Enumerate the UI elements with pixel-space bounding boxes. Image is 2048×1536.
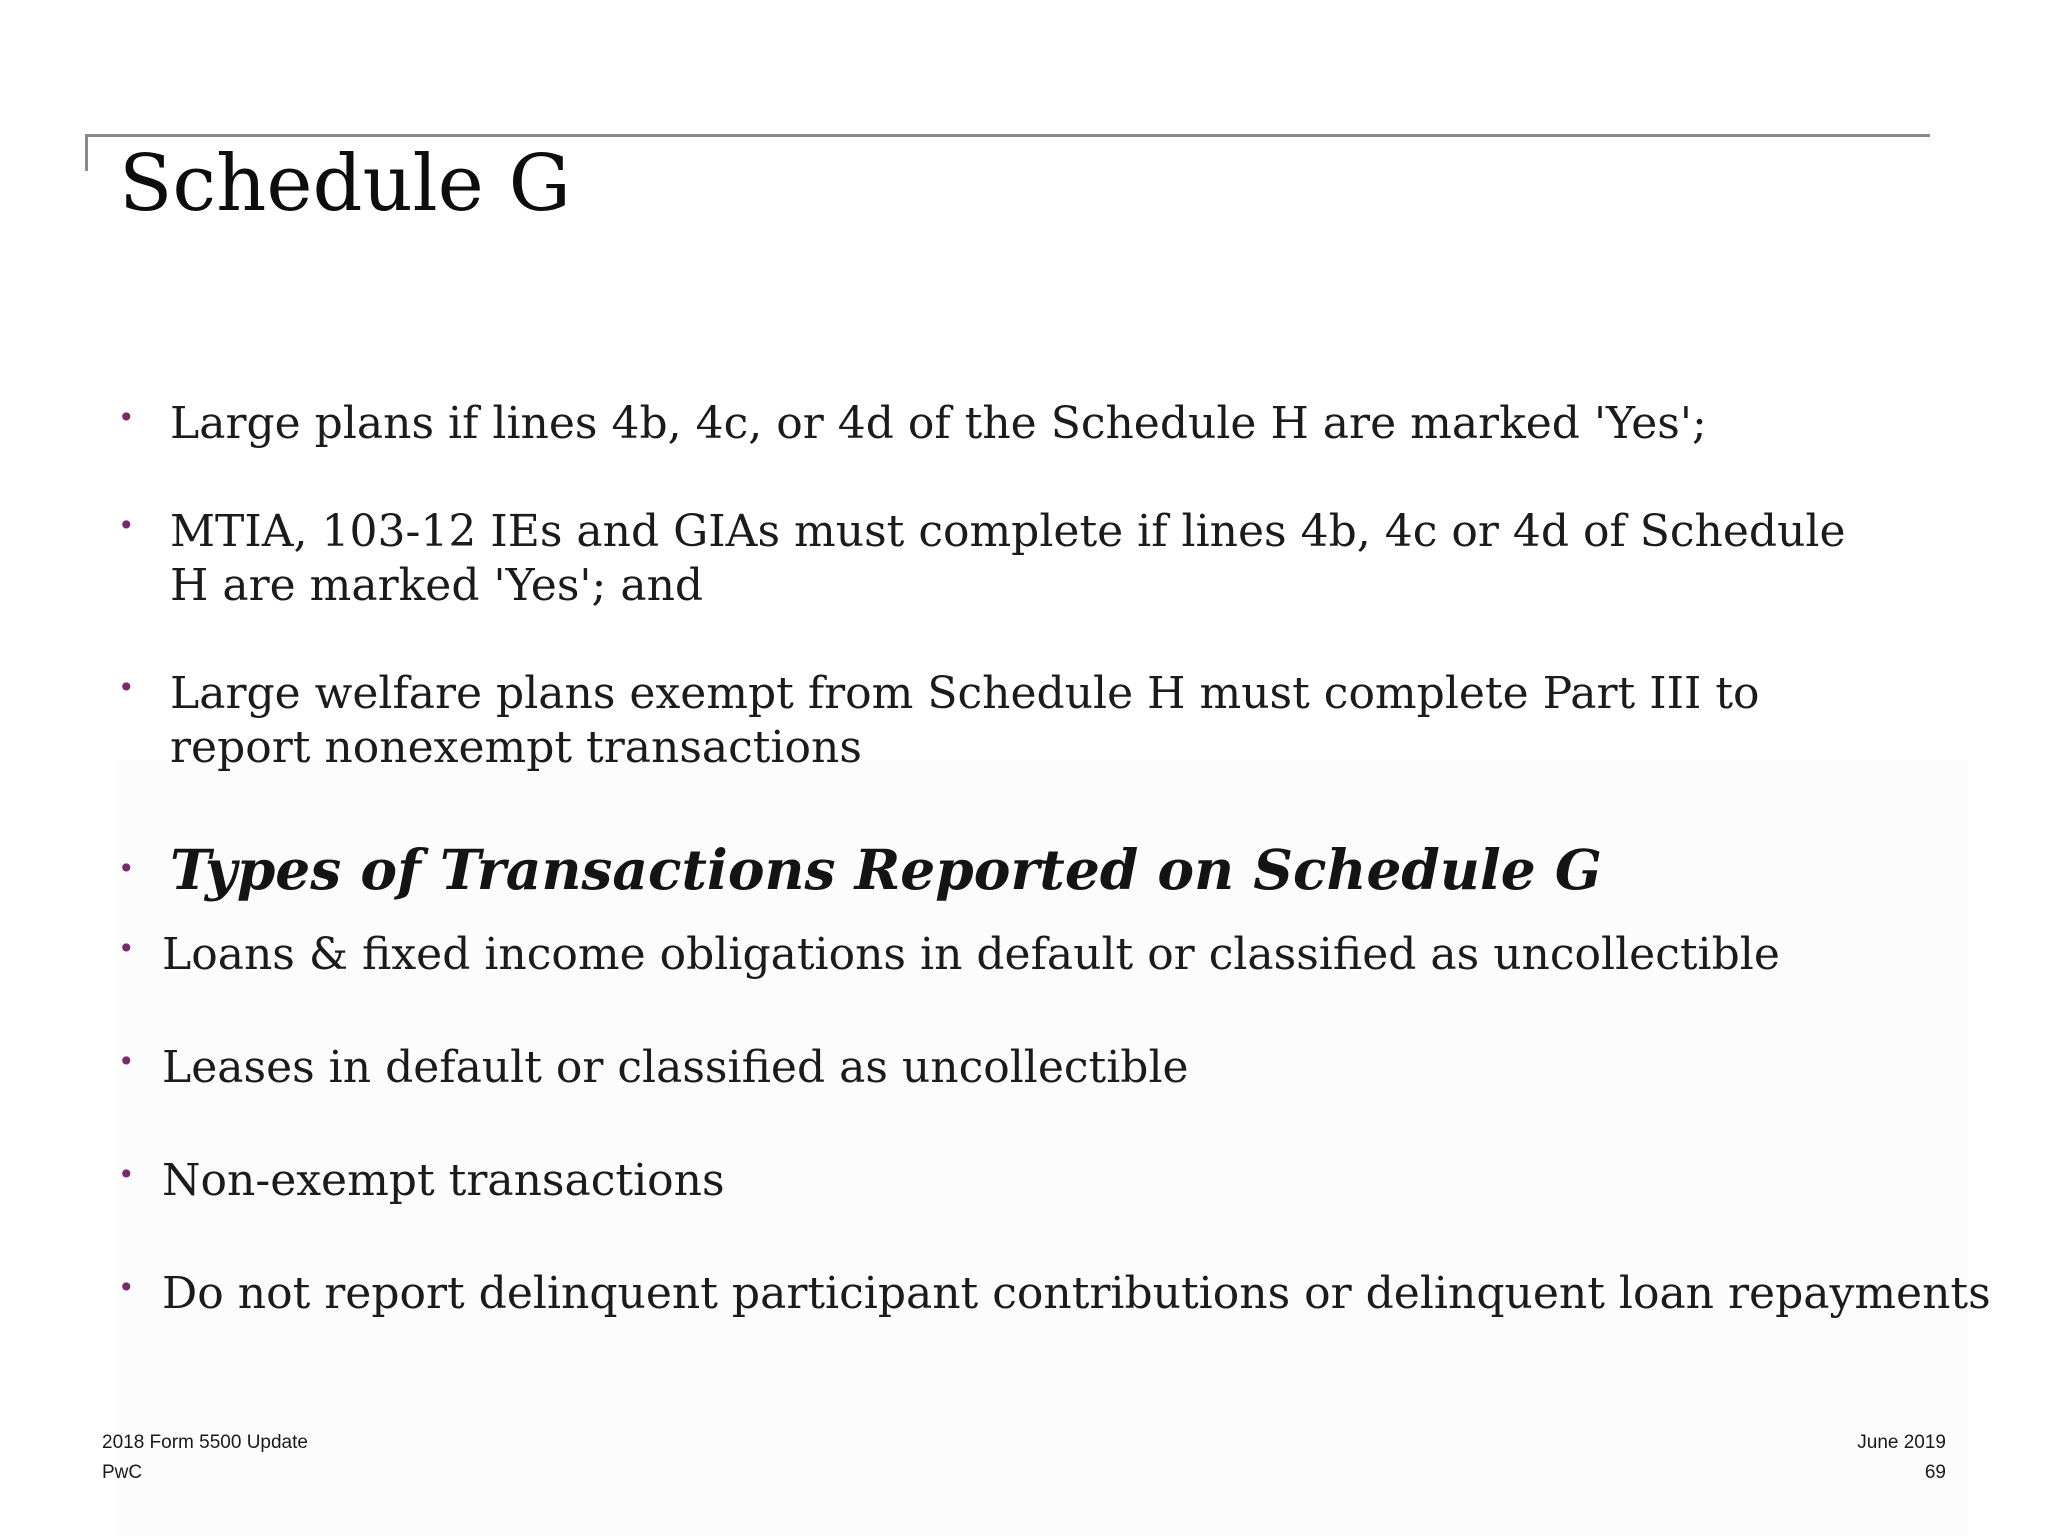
bullet-icon: •: [118, 1271, 135, 1304]
bullet-icon: •: [118, 852, 135, 885]
bullet-item: [118, 1041, 1189, 1095]
bullet-item: [118, 667, 1870, 775]
bullet-text: Non-exempt transactions: [162, 1155, 725, 1206]
slide-title: Schedule G: [119, 139, 571, 229]
bullet-item: [118, 1267, 1991, 1321]
bullet-icon: •: [118, 932, 135, 965]
header-corner-tick: [85, 134, 88, 171]
bullet-text: Loans & fixed income obligations in default or classified as uncollectible: [162, 929, 1780, 980]
bullet-text: Leases in default or classified as uncollectible: [162, 1042, 1189, 1093]
footer-company: PwC: [102, 1462, 143, 1483]
bullet-text: Large welfare plans exempt from Schedule H must complete Part III to report nonexempt transactions: [170, 668, 1760, 773]
section-heading-item: [118, 838, 1602, 902]
bullet-icon: •: [118, 401, 135, 434]
bullet-icon: •: [118, 509, 135, 542]
page-number: 69: [1924, 1462, 1946, 1483]
section-heading: Types of Transactions Reported on Schedule G: [170, 837, 1602, 902]
bullet-icon: •: [118, 1158, 135, 1191]
header-rule: [85, 134, 1930, 137]
bullet-text: Large plans if lines 4b, 4c, or 4d of the Schedule H are marked 'Yes';: [170, 398, 1707, 449]
bullet-item: [118, 928, 1780, 982]
footer-date: June 2019: [1857, 1432, 1946, 1453]
bullet-item: [118, 397, 1870, 451]
bullet-text: Do not report delinquent participant contributions or delinquent loan repayments: [162, 1268, 1991, 1319]
bullet-item: [118, 505, 1870, 613]
bullet-icon: •: [118, 671, 135, 704]
footer-document-name: 2018 Form 5500 Update: [102, 1432, 308, 1453]
bullet-text: MTIA, 103-12 IEs and GIAs must complete if lines 4b, 4c or 4d of Schedule H are marked 'Yes'; and: [170, 506, 1846, 611]
bullet-icon: •: [118, 1045, 135, 1078]
bullet-item: [118, 1154, 725, 1208]
